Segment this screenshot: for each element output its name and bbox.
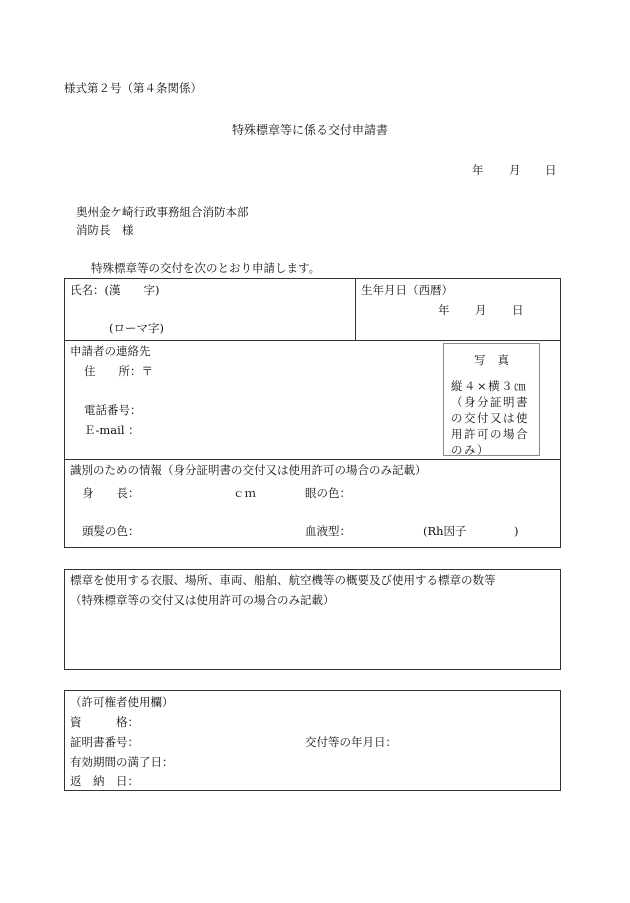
birth-day-label: 日 bbox=[512, 303, 524, 317]
height-label: 身 長： bbox=[82, 486, 140, 500]
qualification-label: 資 格： bbox=[70, 715, 139, 729]
return-date-label: 返 納 日： bbox=[70, 774, 139, 788]
rh-factor-close: ) bbox=[514, 524, 519, 538]
blood-type-label: 血液型： bbox=[305, 524, 351, 538]
height-unit: ｃｍ bbox=[233, 486, 256, 500]
form-number: 様式第２号（第４条関係） bbox=[64, 81, 202, 95]
id-info-label: 識別のための情報（身分証明書の交付又は使用許可の場合のみ記載） bbox=[70, 463, 427, 477]
birthdate-label: 生年月日（西暦） bbox=[361, 283, 453, 297]
photo-instructions: 縦４×横３㎝（身分証明書の交付又は使用許可の場合のみ） bbox=[451, 379, 529, 457]
intro-text: 特殊標章等の交付を次のとおり申請します。 bbox=[91, 261, 321, 275]
usage-line-2: （特殊標章等の交付又は使用許可の場合のみ記載） bbox=[70, 593, 335, 607]
photo-title: 写真 bbox=[474, 353, 521, 367]
phone-label: 電話番号： bbox=[84, 403, 142, 417]
birth-month-label: 月 bbox=[475, 303, 487, 317]
address-label: 住 所：〒 bbox=[84, 364, 153, 378]
column-divider bbox=[355, 278, 356, 340]
photo-box bbox=[443, 343, 540, 456]
form-title: 特殊標章等に係る交付申請書 bbox=[232, 123, 389, 137]
name-roman-label: (ローマ字) bbox=[109, 321, 164, 335]
date-day-label: 日 bbox=[545, 163, 557, 177]
addressee-name: 消防長 様 bbox=[76, 223, 134, 237]
eye-color-label: 眼の色： bbox=[305, 486, 351, 500]
addressee-org: 奥州金ケ崎行政事務組合消防本部 bbox=[76, 205, 249, 219]
authority-header: （許可権者使用欄） bbox=[70, 695, 174, 709]
name-kanji-label: 氏名：(漢 字) bbox=[70, 283, 160, 297]
email-label: Ｅ-mail ： bbox=[84, 423, 140, 437]
date-year-label: 年 bbox=[472, 163, 484, 177]
hair-color-label: 頭髪の色： bbox=[82, 524, 140, 538]
rh-factor-open: (Rh因子 bbox=[423, 524, 467, 538]
usage-line-1: 標章を使用する衣服、場所、車両、船舶、航空機等の概要及び使用する標章の数等 bbox=[70, 573, 496, 587]
row-divider-2 bbox=[64, 459, 561, 460]
contact-label: 申請者の連絡先 bbox=[70, 344, 151, 358]
birth-year-label: 年 bbox=[438, 303, 450, 317]
date-month-label: 月 bbox=[509, 163, 521, 177]
row-divider-1 bbox=[64, 340, 561, 341]
expiry-date-label: 有効期間の満了日： bbox=[70, 755, 174, 769]
issue-date-label: 交付等の年月日： bbox=[305, 735, 397, 749]
certificate-number-label: 証明書番号： bbox=[70, 735, 139, 749]
